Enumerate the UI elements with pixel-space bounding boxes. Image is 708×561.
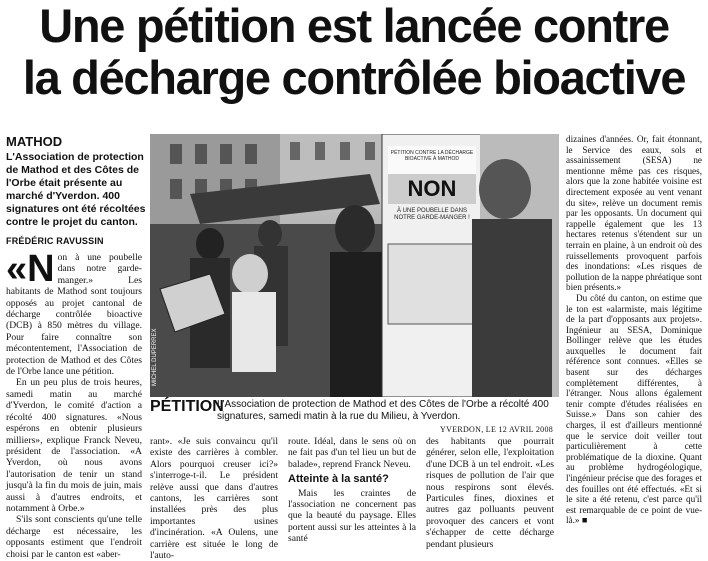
headline-line-2: la décharge contrôlée bioactive xyxy=(22,51,686,104)
col1-paragraph-2: En un peu plus de trois heures, samedi matin au marché d'Yverdon, le comité d'action a récolté 400 signatures. «Nous espérons en obtenir plusieurs milliers», explique Franck Neveu, président de l'association. «A Yverdon, où nous avons l'autorisation de tenir un stand jusqu'à la fin du mois de juin, mais aussi à d'autres endroits, et notamment à Orbe.» xyxy=(6,377,142,514)
col3-paragraph-2: Mais les craintes de l'association ne concernent pas que la beauté du paysage. Elles portent aussi sur les atteintes à la santé xyxy=(288,487,416,545)
chapo: L'Association de protection de Mathod et des Côtes de l'Orbe était présente au marché d'Yverdon. 400 signatures ont été récoltées contre le projet du canton. xyxy=(6,151,146,228)
photo-illustration xyxy=(150,134,559,397)
col3-paragraph-1: route. Idéal, dans le sens où on ne fait pas d'un tel lieu un but de balade», reprend Franck Neveu. xyxy=(288,436,416,470)
photo-credit: MICHEL DUPERREX xyxy=(152,328,158,386)
col5-paragraph-1: dizaines d'années. Or, fait étonnant, le Service des eaux, sols et assainissement (SESA) ne mentionne même pas ces risques, alors que la zone habitée voisine est directement exposée au vent venant du site», relève un document remis par les opposants. Un document qui rappelle également que les 13 hectares retenus s'étendent sur un terrain en plaine, à un endroit où des ruissellements provoquent parfois des inondations: «Les risques de pollution de la nappe phréatique sont bien présents.» xyxy=(566,134,702,293)
article-column-3 xyxy=(288,436,416,545)
caption-tag: PÉTITION xyxy=(150,398,224,415)
col2-paragraph-1: rant». «Je suis convaincu qu'il existe des carrières à combler. Alors pourquoi creuser ici?» s'interroge-t-il. Le président relève aussi que dans d'autres cantons, les carrières sont installées près des plus importantes usines d'incinération. «A Oulens, une carrière est située le long de l'auto- xyxy=(150,436,278,561)
author-byline: FRÉDÉRIC RAVUSSIN xyxy=(6,236,104,246)
article-column-1 xyxy=(6,248,142,560)
article-column-4 xyxy=(426,436,554,550)
col5-paragraph-2: Du côté du canton, on estime que le ton est «alarmiste, mais légitime de la part d'opposants aux projets». Ingénieur au SESA, Dominique Bollinger relève que les études auxquelles le document fait référence sont connues. «Elles se basent sur des décharges complètement différentes, à l'étranger. Nous allons également tenir compte d'études réalisées en Suisse.» Dans son cahier des charges, il est d'ailleurs mentionné que le service doit veiller tout particulièrement à cette problématique de la dioxine. Quant au problème hydrogéologique, l'ingénieur précise que des forages et des fouilles ont été effectués. «Et si le site a été retenu, c'est parce qu'il est remarquable de ce point de vue-là.» ■ xyxy=(566,292,702,526)
article-column-5 xyxy=(566,134,702,526)
photo-dateline: YVERDON, LE 12 AVRIL 2008 xyxy=(440,425,554,434)
drop-cap: «N xyxy=(6,248,55,290)
article-photo xyxy=(150,134,559,397)
sign-small-text: PÉTITION CONTRE LA DÉCHARGE BIOACTIVE À MATHOD xyxy=(390,150,474,162)
kicker: MATHOD xyxy=(6,134,63,149)
article-column-2 xyxy=(150,436,278,561)
col1-paragraph-3: S'ils sont conscients qu'une telle décharge est nécessaire, les opposants estiment que l'endroit choisi par le canton est «aber- xyxy=(6,514,142,560)
photo-caption: L'Association de protection de Mathod et des Côtes de l'Orbe a récolté 400 signatures, samedi matin à la rue du Milieu, à Yverdon. xyxy=(217,399,549,422)
subheading: Atteinte à la santé? xyxy=(288,473,389,486)
col4-paragraph-1: des habitants que pourrait générer, selon elle, l'exploitation d'une DCB à un tel endroit. «Les risques de pollution de l'air que nous respirons sont élevés. Particules fines, dioxines et autres gaz polluants peuvent provoquer des cancers et vont s'échapper de cette décharge pendant plusieurs xyxy=(426,436,554,550)
headline-line-1: Une pétition est lancée contre xyxy=(39,0,669,52)
col1-paragraph-1: on à une poubelle dans notre garde-manger.» Les habitants de Mathod sont toujours opposés au projet cantonal de décharge contrôlée bioactive (DCB) à 850 mètres du village. Pour faire connaître son mécontentement, l'Association de protection de Mathod et des Côtes de l'Orbe lance une pétition. xyxy=(6,252,142,378)
sign-sub-text: À UNE POUBELLE DANS NOTRE GARDE-MANGER ! xyxy=(394,208,470,221)
headline xyxy=(0,0,708,104)
sign-no-text: NON xyxy=(407,176,457,201)
